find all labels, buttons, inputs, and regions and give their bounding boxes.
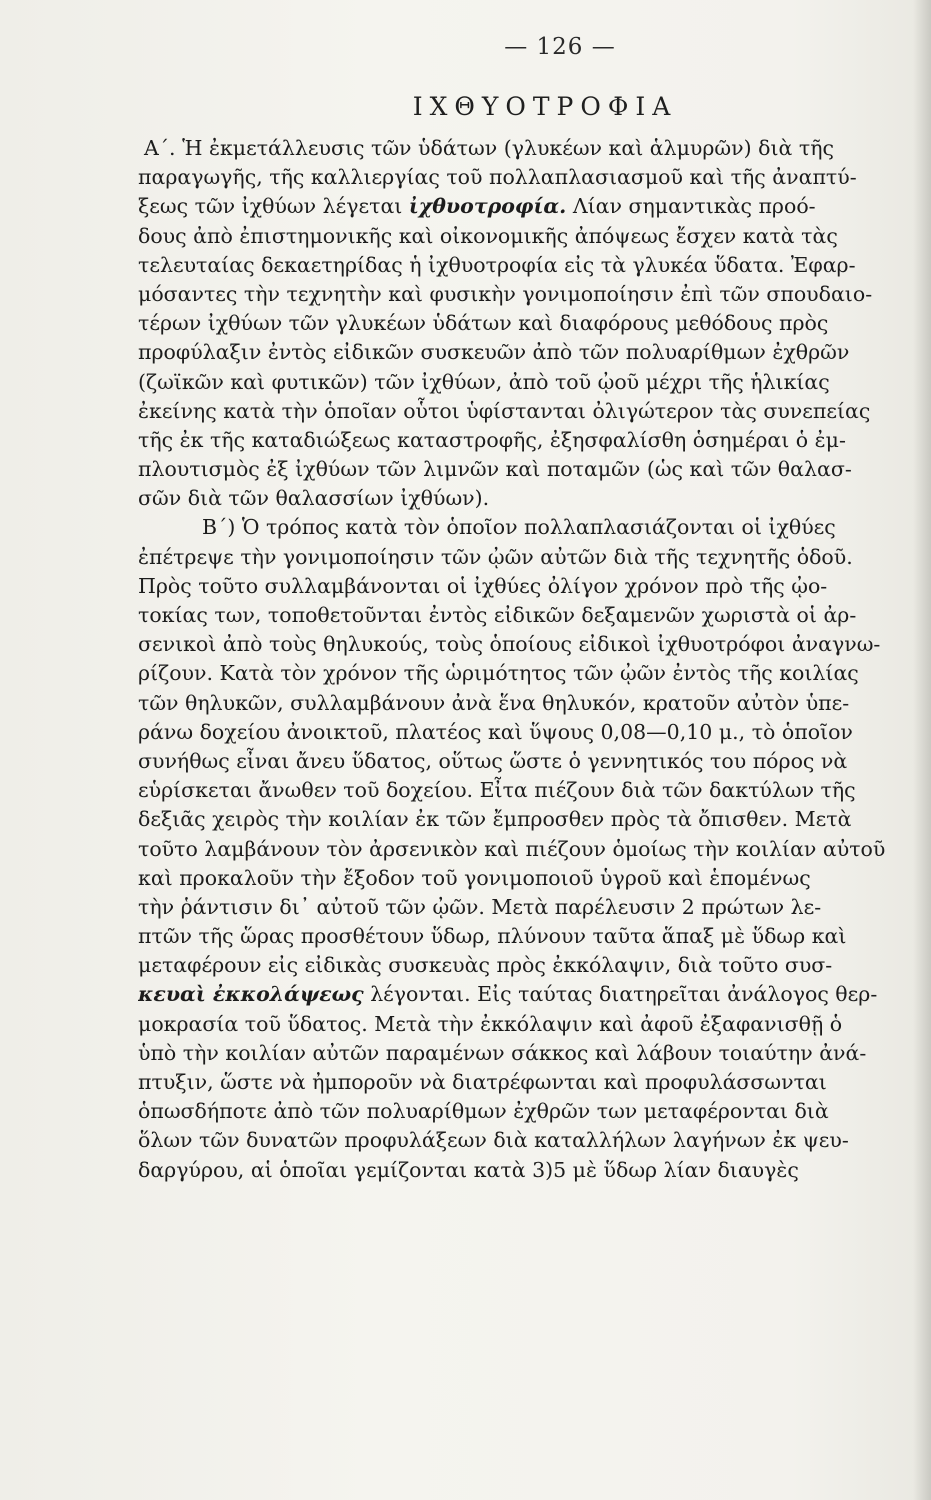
line-text: ἐπέτρεψε τὴν γονιμοποίησιν τῶν ᾠῶν αὐτῶν διὰ τῆς τεχνητῆς ὁδοῦ. — [138, 544, 853, 569]
text-line — [138, 572, 928, 601]
line-text: ὁπωσδήποτε ἀπὸ τῶν πολυαρίθμων ἐχθρῶν των μεταφέρονται διὰ — [138, 1099, 829, 1124]
line-text: τοῦτο λαμβάνουν τὸν ἀρσενικὸν καὶ πιέζουν ὁμοίως τὴν κοιλίαν αὐτοῦ — [138, 836, 886, 861]
line-text: εὑρίσκεται ἄνωθεν τοῦ δοχείου. Εἶτα πιέζουν διὰ τῶν δακτύλων τῆς — [138, 778, 856, 803]
emphasized-term: κευαὶ ἐκκολάψεως — [138, 982, 364, 1007]
text-line — [138, 368, 928, 397]
text-line — [138, 1156, 928, 1185]
line-text-continued: λέγονται. Εἰς ταύτας διατηρεῖται ἀνάλογος θερ- — [363, 982, 878, 1007]
line-text: τῶν θηλυκῶν, συλλαμβάνουν ἀνὰ ἕνα θηλυκόν, κρατοῦν αὐτὸν ὑπε- — [138, 690, 850, 715]
text-line — [138, 951, 928, 980]
text-line — [138, 1010, 928, 1039]
line-text: ράνω δοχείου ἀνοικτοῦ, πλατέος καὶ ὕψους 0,08—0,10 μ., τὸ ὁποῖον — [138, 719, 853, 744]
text-line — [138, 1097, 928, 1126]
page-number: — 126 — — [504, 34, 616, 60]
text-line — [138, 835, 928, 864]
line-text: σενικοὶ ἀπὸ τοὺς θηλυκούς, τοὺς ὁποίους εἰδικοὶ ἰχθυοτρόφοι ἀναγνω- — [138, 632, 881, 657]
text-line — [138, 689, 928, 718]
text-line — [138, 805, 928, 834]
line-text: καὶ προκαλοῦν τὴν ἔξοδον τοῦ γονιμοποιοῦ ὑγροῦ καὶ ἑπομένως — [138, 865, 811, 890]
text-line — [138, 1039, 928, 1068]
line-text: σῶν διὰ τῶν θαλασσίων ἰχθύων). — [138, 486, 490, 511]
line-text: δεξιᾶς χειρὸς τὴν κοιλίαν ἐκ τῶν ἔμπροσθεν πρὸς τὰ ὄπισθεν. Μετὰ — [138, 807, 852, 832]
line-text: δους ἀπὸ ἐπιστημονικῆς καὶ οἰκονομικῆς ἀπόψεως ἔσχεν κατὰ τὰς — [138, 223, 838, 248]
line-text: δαργύρου, αἱ ὁποῖαι γεμίζονται κατὰ 3)5 μὲ ὕδωρ λίαν διαυγὲς — [138, 1157, 799, 1182]
text-line — [138, 718, 928, 747]
line-text: τὴν ῥάντισιν δι᾿ αὐτοῦ τῶν ᾠῶν. Μετὰ παρέλευσιν 2 πρώτων λε- — [138, 894, 822, 919]
text-line — [138, 980, 928, 1009]
emphasized-term: ἰχθυοτροφία. — [408, 194, 567, 219]
text-line — [138, 455, 928, 484]
text-line — [138, 747, 928, 776]
text-line — [138, 163, 928, 192]
text-line — [138, 864, 928, 893]
text-line — [138, 134, 928, 163]
text-line — [138, 922, 928, 951]
line-text: Β΄) Ὁ τρόπος κατὰ τὸν ὁποῖον πολλαπλασιάζονται οἱ ἰχθύες — [202, 515, 836, 540]
text-line — [138, 192, 928, 221]
chapter-title: ΙΧΘΥΟΤΡΟΦΙΑ — [412, 92, 678, 121]
text-line — [138, 397, 928, 426]
text-line — [138, 601, 928, 630]
line-text: τελευταίας δεκαετηρίδας ἡ ἰχθυοτροφία εἰς τὰ γλυκέα ὕδατα. Ἐφαρ- — [138, 252, 856, 277]
text-line — [138, 893, 928, 922]
text-line — [138, 309, 928, 338]
text-line — [138, 338, 928, 367]
line-text: Πρὸς τοῦτο συλλαμβάνονται οἱ ἰχθύες ὀλίγον χρόνον πρὸ τῆς ᾠο- — [138, 573, 828, 598]
text-line — [138, 630, 928, 659]
text-line — [138, 513, 928, 542]
line-text: συνήθως εἶναι ἄνευ ὕδατος, οὕτως ὥστε ὁ γεννητικός του πόρος νὰ — [138, 748, 848, 773]
text-line — [138, 543, 928, 572]
line-text-continued: Λίαν σημαντικὰς προό- — [566, 194, 816, 219]
text-line — [138, 222, 928, 251]
line-text: πλουτισμὸς ἐξ ἰχθύων τῶν λιμνῶν καὶ ποταμῶν (ὡς καὶ τῶν θαλασ- — [138, 457, 852, 482]
line-text: μοκρασία τοῦ ὕδατος. Μετὰ τὴν ἐκκόλαψιν καὶ ἀφοῦ ἐξαφανισθῇ ὁ — [138, 1011, 843, 1036]
line-text: παραγωγῆς, τῆς καλλιεργίας τοῦ πολλαπλασιασμοῦ καὶ τῆς ἀναπτύ- — [138, 165, 857, 190]
text-line — [138, 251, 928, 280]
text-line — [138, 776, 928, 805]
line-text: τῆς ἐκ τῆς καταδιώξεως καταστροφῆς, ἐξησφαλίσθη ὁσημέραι ὁ ἐμ- — [138, 427, 846, 452]
text-line — [138, 659, 928, 688]
text-line — [138, 426, 928, 455]
line-text: τοκίας των, τοποθετοῦνται ἐντὸς εἰδικῶν δεξαμενῶν χωριστὰ οἱ ἀρ- — [138, 603, 857, 627]
line-text: Α΄. Ἡ ἐκμετάλλευσις τῶν ὑδάτων (γλυκέων καὶ ἁλμυρῶν) διὰ τῆς — [144, 136, 834, 160]
text-line — [138, 1126, 928, 1155]
body-text — [138, 134, 928, 1185]
line-text: πτυξιν, ὥστε νὰ ἠμποροῦν νὰ διατρέφωνται καὶ προφυλάσσωνται — [138, 1070, 827, 1094]
line-text: μεταφέρουν εἰς εἰδικὰς συσκευὰς πρὸς ἐκκόλαψιν, διὰ τοῦτο συσ- — [138, 953, 833, 978]
line-text: ἐκείνης κατὰ τὴν ὁποῖαν οὗτοι ὑφίστανται ὀλιγώτερον τὰς συνεπείας — [138, 398, 871, 423]
line-text: προφύλαξιν ἐντὸς εἰδικῶν συσκευῶν ἀπὸ τῶν πολυαρίθμων ἐχθρῶν — [138, 340, 850, 365]
line-text: πτῶν τῆς ὥρας προσθέτουν ὕδωρ, πλύνουν ταῦτα ἅπαξ μὲ ὕδωρ καὶ — [138, 924, 847, 949]
line-text: μόσαντες τὴν τεχνητὴν καὶ φυσικὴν γονιμοποίησιν ἐπὶ τῶν σπουδαιο- — [138, 281, 873, 306]
text-line — [138, 1068, 928, 1097]
text-line — [138, 484, 928, 513]
line-text: ὑπὸ τὴν κοιλίαν αὐτῶν παραμένων σάκκος καὶ λάβουν τοιαύτην ἀνά- — [138, 1040, 867, 1065]
line-text: τέρων ἰχθύων τῶν γλυκέων ὑδάτων καὶ διαφόρους μεθόδους πρὸς — [138, 311, 829, 336]
text-line — [138, 280, 928, 309]
line-text: ὅλων τῶν δυνατῶν προφυλάξεων διὰ καταλλήλων λαγήνων ἐκ ψευ- — [138, 1128, 849, 1153]
line-text: ξεως τῶν ἰχθύων λέγεται — [138, 194, 403, 219]
line-text: ρίζουν. Κατὰ τὸν χρόνον τῆς ὡριμότητος τῶν ᾠῶν ἐντὸς τῆς κοιλίας — [138, 661, 859, 686]
line-text: (ζωϊκῶν καὶ φυτικῶν) τῶν ἰχθύων, ἀπὸ τοῦ ᾠοῦ μέχρι τῆς ἡλικίας — [138, 369, 830, 394]
